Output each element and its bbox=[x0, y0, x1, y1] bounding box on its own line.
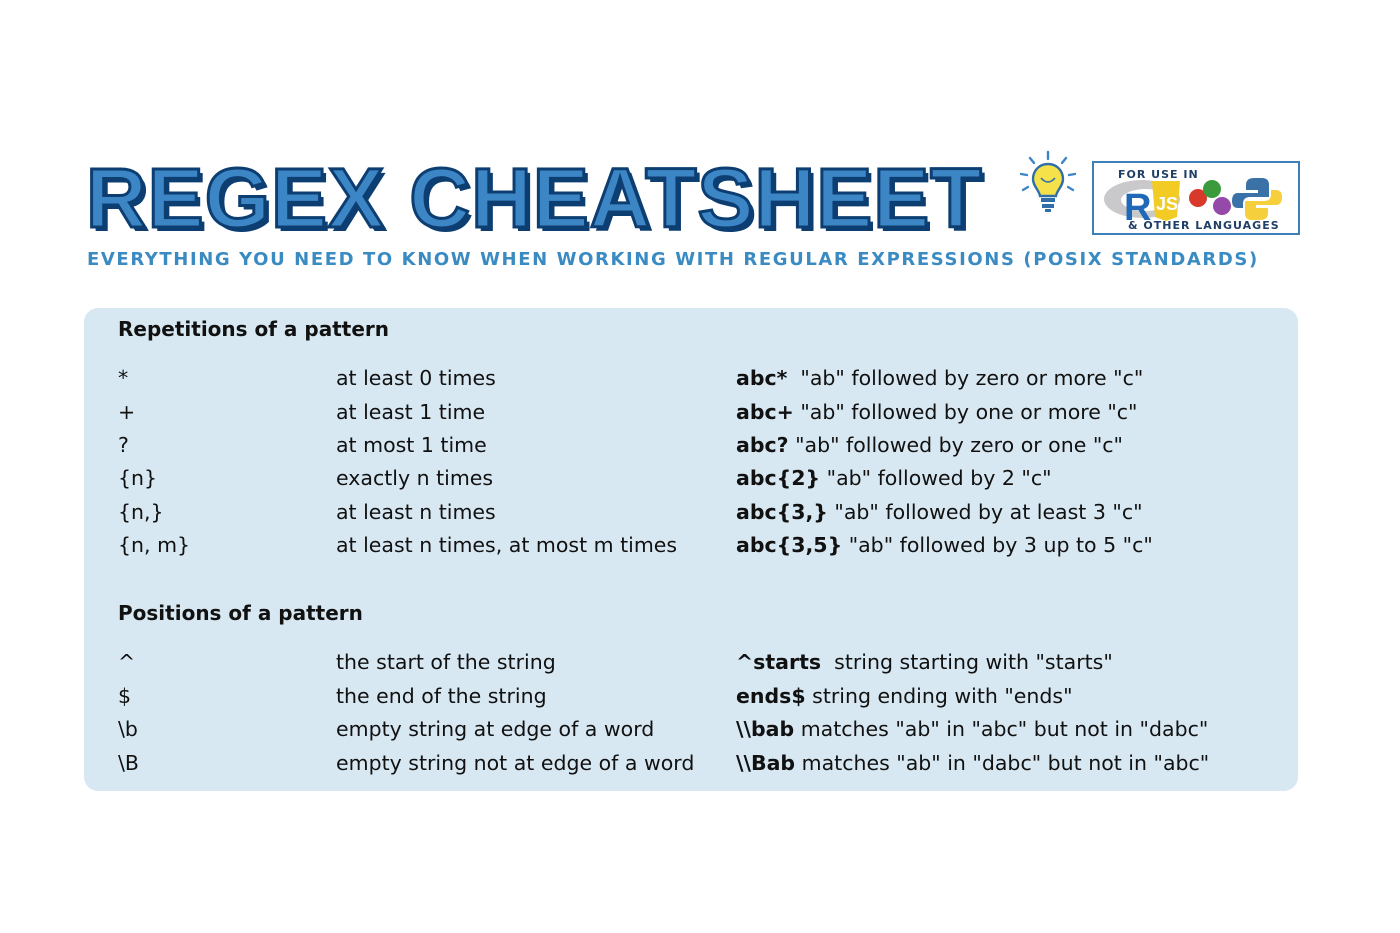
table-row bbox=[0, 647, 1400, 677]
table-row bbox=[0, 714, 1400, 744]
regex-example-cell bbox=[736, 647, 1113, 677]
js-letters: JS bbox=[1156, 194, 1179, 214]
regex-explanation: "ab" followed by 3 up to 5 "c" bbox=[842, 533, 1153, 557]
page-subtitle: EVERYTHING YOU NEED TO KNOW WHEN WORKING WITH REGULAR EXPRESSIONS (POSIX STANDARDS) bbox=[87, 249, 1259, 270]
regex-symbol: \b bbox=[118, 717, 138, 741]
regex-example: \\bab bbox=[736, 717, 795, 741]
regex-meaning: exactly n times bbox=[336, 466, 494, 490]
regex-meaning: the start of the string bbox=[336, 650, 556, 674]
regex-example: \\Bab bbox=[736, 751, 796, 775]
regex-meaning: empty string not at edge of a word bbox=[336, 751, 695, 775]
table-row bbox=[0, 681, 1400, 711]
regex-symbol: {n} bbox=[118, 466, 158, 490]
regex-example: abc{3,5} bbox=[736, 533, 843, 557]
logo-bottom-text: & OTHER LANGUAGES bbox=[1128, 219, 1280, 232]
python-logo-icon bbox=[1232, 178, 1282, 220]
regex-meaning: at least n times, at most m times bbox=[336, 533, 678, 557]
table-row bbox=[0, 748, 1400, 778]
regex-symbol: $ bbox=[118, 684, 132, 708]
regex-explanation: string ending with "ends" bbox=[805, 684, 1073, 708]
regex-explanation: "ab" followed by zero or more "c" bbox=[787, 366, 1144, 390]
regex-example-cell bbox=[736, 748, 1209, 778]
regex-symbol: \B bbox=[118, 751, 139, 775]
regex-example-cell bbox=[736, 714, 1208, 744]
regex-example: ^starts bbox=[736, 650, 822, 674]
table-row bbox=[0, 397, 1400, 427]
regex-example: abc{3,} bbox=[736, 500, 828, 524]
regex-symbol: {n,} bbox=[118, 500, 164, 524]
regex-meaning: at most 1 time bbox=[336, 433, 487, 457]
regex-symbol: ^ bbox=[118, 650, 136, 674]
regex-example-cell bbox=[736, 397, 1137, 427]
regex-explanation: "ab" followed by 2 "c" bbox=[820, 466, 1052, 490]
regex-example: abc{2} bbox=[736, 466, 821, 490]
regex-symbol: {n, m} bbox=[118, 533, 191, 557]
regex-example: abc? bbox=[736, 433, 789, 457]
regex-explanation: string starting with "starts" bbox=[821, 650, 1113, 674]
regex-example-cell bbox=[736, 430, 1123, 460]
regex-meaning: the end of the string bbox=[336, 684, 547, 708]
regex-meaning: at least n times bbox=[336, 500, 496, 524]
regex-example: abc+ bbox=[736, 400, 794, 424]
javascript-logo-icon bbox=[1152, 181, 1180, 221]
r-letter: R bbox=[1124, 187, 1152, 223]
section-title-positions: Positions of a pattern bbox=[118, 601, 363, 625]
regex-symbol: + bbox=[118, 400, 136, 424]
regex-symbol: ? bbox=[118, 433, 129, 457]
table-row bbox=[0, 430, 1400, 460]
section-title-repetitions: Repetitions of a pattern bbox=[118, 317, 389, 341]
regex-explanation: "ab" followed by zero or one "c" bbox=[788, 433, 1123, 457]
table-row bbox=[0, 463, 1400, 493]
regex-meaning: empty string at edge of a word bbox=[336, 717, 655, 741]
regex-symbol: * bbox=[118, 366, 129, 390]
regex-meaning: at least 0 times bbox=[336, 366, 496, 390]
green-dot-icon bbox=[1203, 180, 1221, 198]
regex-explanation: matches "ab" in "abc" but not in "dabc" bbox=[794, 717, 1209, 741]
table-row bbox=[0, 497, 1400, 527]
table-row bbox=[0, 363, 1400, 393]
regex-example-cell bbox=[736, 681, 1073, 711]
languages-logo bbox=[1092, 161, 1300, 235]
regex-explanation: "ab" followed by one or more "c" bbox=[793, 400, 1138, 424]
regex-example: abc* bbox=[736, 366, 788, 390]
purple-dot-icon bbox=[1213, 197, 1231, 215]
regex-example-cell bbox=[736, 497, 1143, 527]
regex-meaning: at least 1 time bbox=[336, 400, 486, 424]
table-row bbox=[0, 530, 1400, 560]
regex-example: ends$ bbox=[736, 684, 806, 708]
regex-example-cell bbox=[736, 463, 1052, 493]
regex-explanation: "ab" followed by at least 3 "c" bbox=[827, 500, 1143, 524]
regex-explanation: matches "ab" in "dabc" but not in "abc" bbox=[795, 751, 1210, 775]
regex-example-cell bbox=[736, 530, 1153, 560]
regex-example-cell bbox=[736, 363, 1143, 393]
lightbulb-icon bbox=[1018, 150, 1078, 214]
language-logos bbox=[1098, 175, 1298, 223]
page-title: REGEX CHEATSHEET bbox=[86, 151, 983, 245]
logo-top-text: FOR USE IN bbox=[1118, 168, 1199, 181]
